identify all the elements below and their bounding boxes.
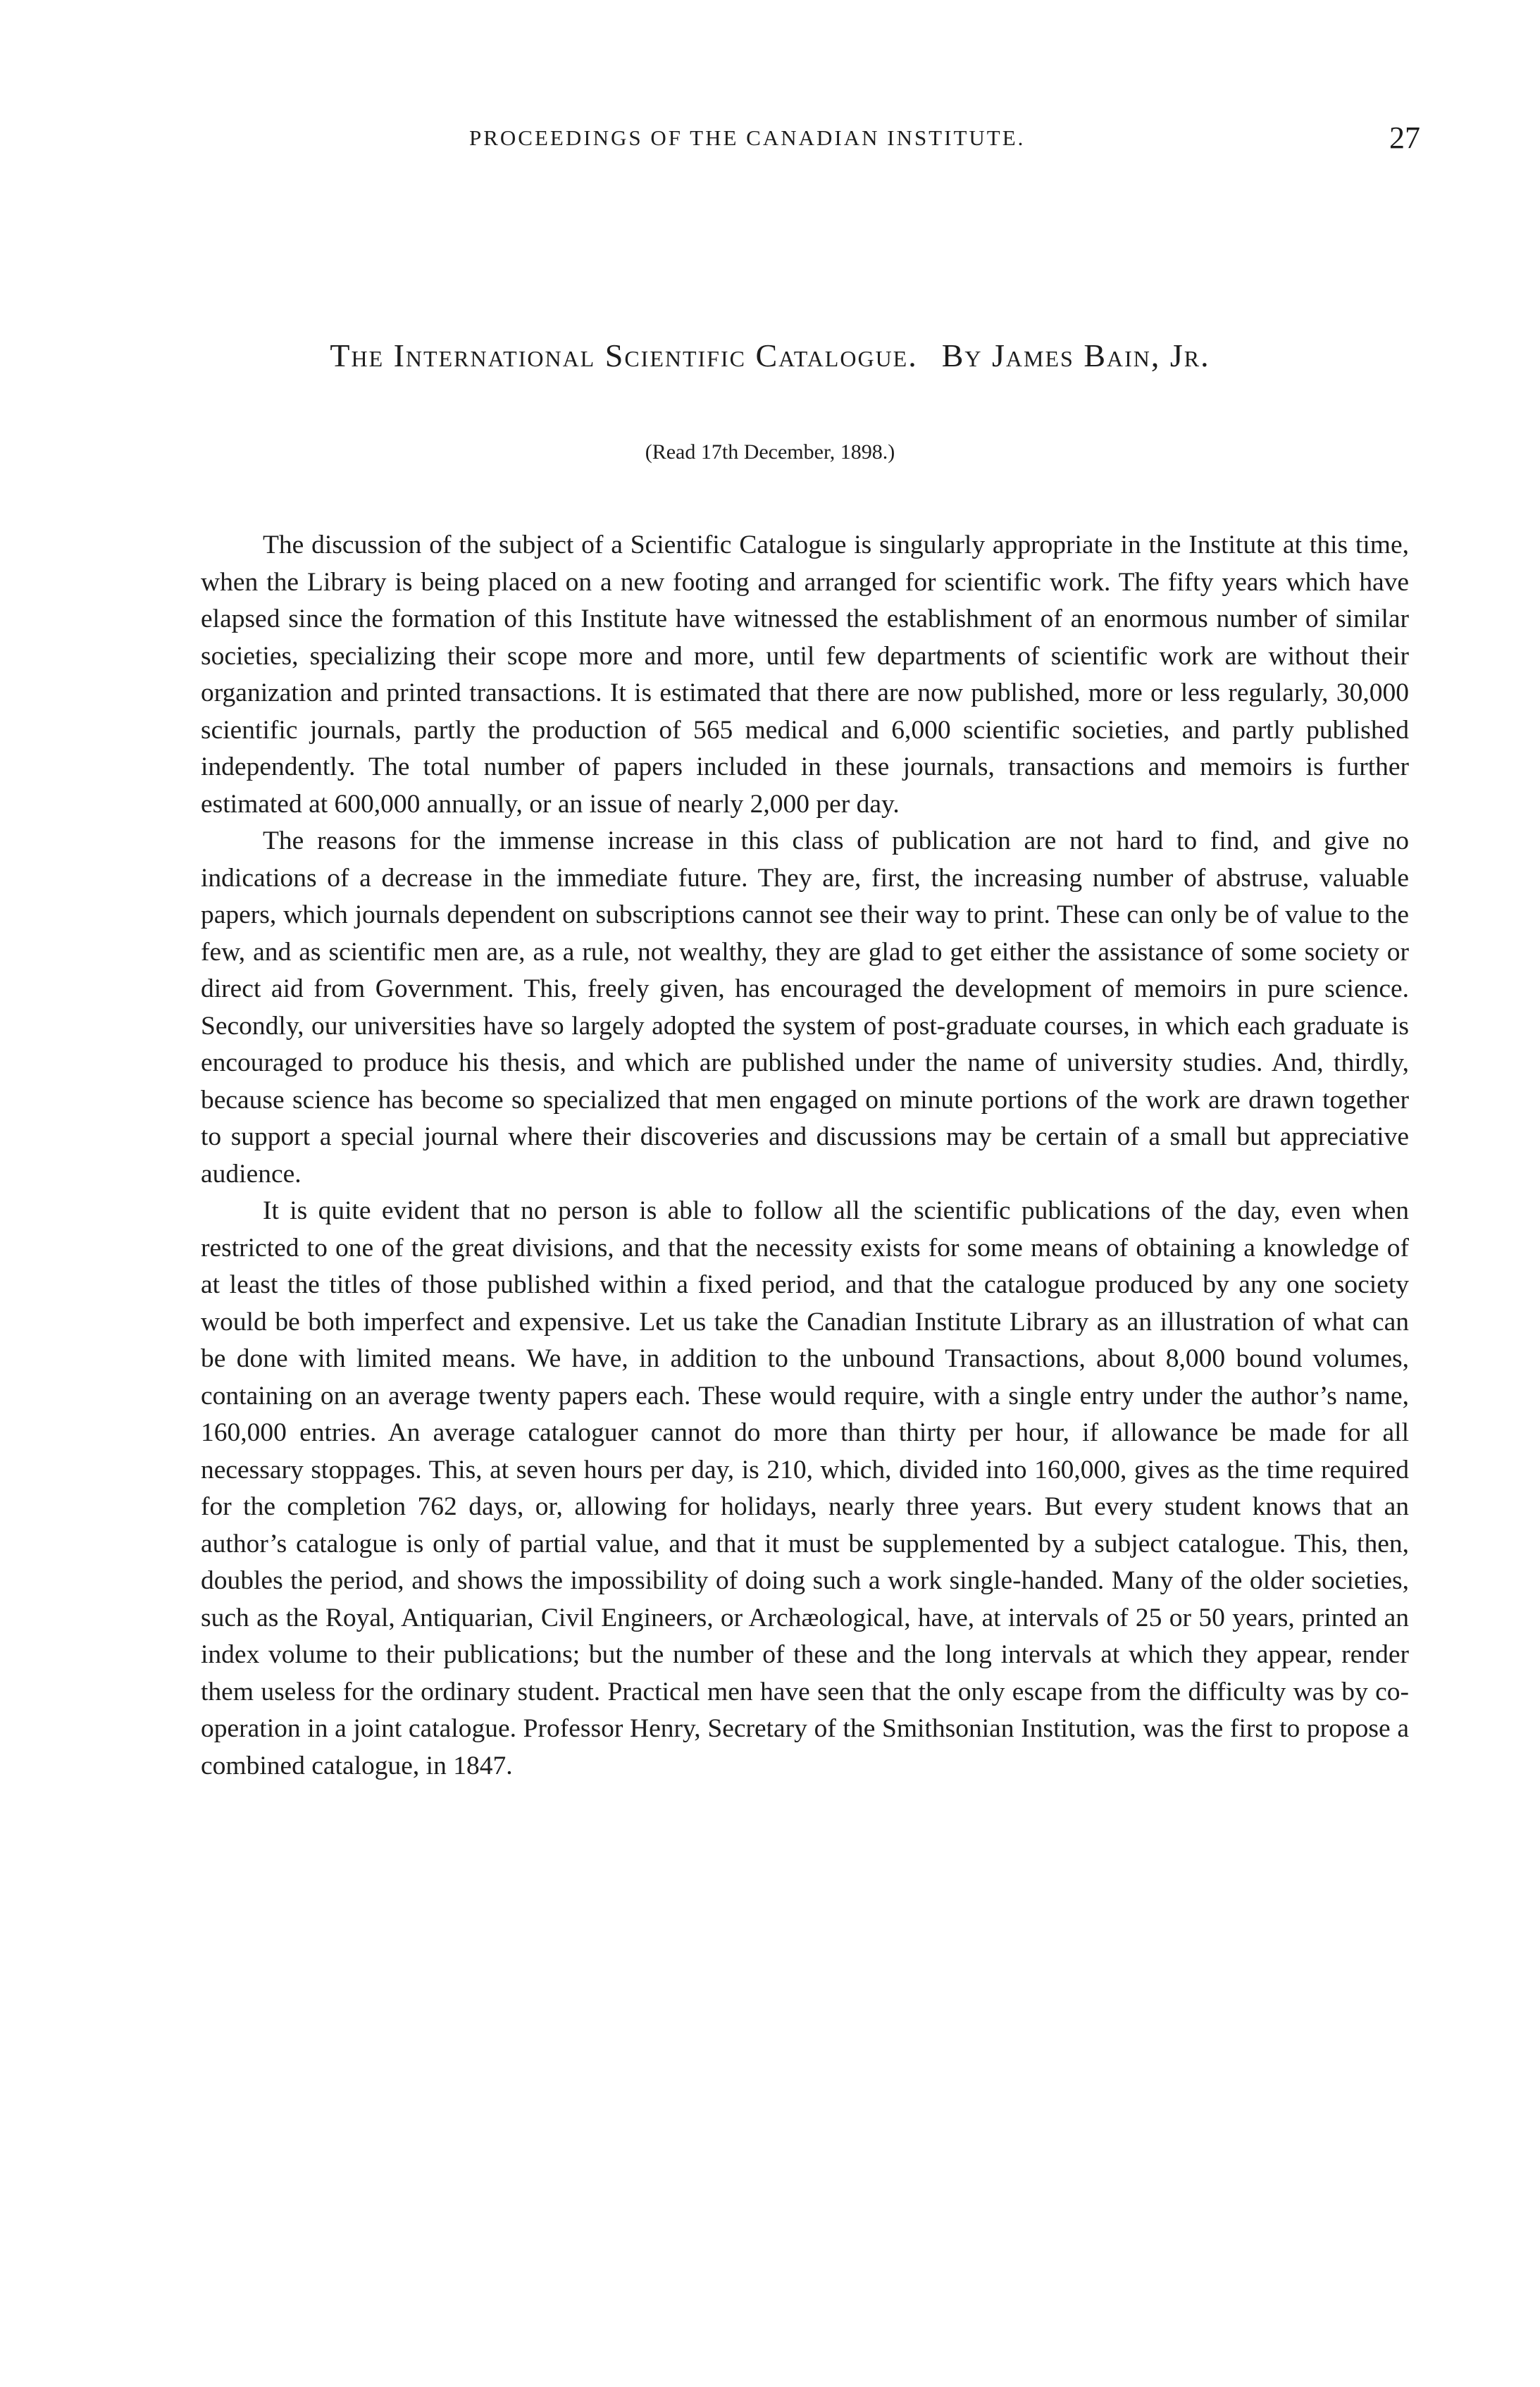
running-head: PROCEEDINGS OF THE CANADIAN INSTITUTE.	[469, 125, 1026, 150]
paragraph: The reasons for the immense increase in this class of publication are not hard to find, and give no indications of a decrease in the immediate future. They are, first, the increasing number of abstruse, valuable papers, which journals dependent on subscriptions cannot see their way to print. These can only be of value to the few, and as scientific men are, as a rule, not wealthy, they are glad to get either the assistance of some society or direct aid from Government. This, freely given, has encouraged the development of memoirs in pure science. Secondly, our universities have so largely adopted the system of post-graduate courses, in which each graduate is encouraged to produce his thesis, and which are published under the name of university studies. And, thirdly, because science has become so specialized that men engaged on minute portions of the work are drawn together to support a special journal where their discoveries and discussions may be certain of a small but appreciative audience.	[201, 826, 1409, 1189]
article-author: By James Bain, Jr.	[941, 337, 1210, 373]
paragraph: The discussion of the subject of a Scientific Catalogue is singularly appropriate in the Institute at this time, when the Library is being placed on a new footing and arranged for scientific work. The fifty years which have elapsed since the formation of this Institute have witnessed the establishment of an enormous number of similar societies, specializing their scope more and more, until few departments of scientific work are without their organization and printed transactions. It is estimated that there are now published, more or less regularly, 30,000 scientific journals, partly the production of 565 medical and 6,000 scientific societies, and partly published independently. The total number of papers included in these journals, transactions and memoirs is further estimated at 600,000 annually, or an issue of nearly 2,000 per day.	[201, 531, 1409, 819]
article-title-text: The International Scientific Catalogue.	[330, 337, 918, 373]
read-date: (Read 17th December, 1898.)	[645, 440, 895, 464]
page-number: 27	[1389, 120, 1420, 155]
article-body	[201, 527, 1409, 1785]
paragraph: It is quite evident that no person is able to follow all the scientific publications of the day, even when restricted to one of the great divisions, and that the necessity exists for some means of obtaining a knowledge of at least the titles of those published within a fixed period, and that the catalogue produced by any one society would be both imperfect and expensive. Let us take the Canadian Institute Library as an illustration of what can be done with limited means. We have, in addition to the unbound Transactions, about 8,000 bound volumes, containing on an average twenty papers each. These would require, with a single entry under the author’s name, 160,000 entries. An average cataloguer cannot do more than thirty per hour, if allowance be made for all necessary stoppages. This, at seven hours per day, is 210, which, divided into 160,000, gives as the time required for the completion 762 days, or, allowing for holidays, nearly three years. But every student knows that an author’s catalogue is only of partial value, and that it must be supplemented by a subject catalogue. This, then, doubles the period, and shows the impossibility of doing such a work single-handed. Many of the older societies, such as the Royal, Antiquarian, Civil Engineers, or Archæological, have, at intervals of 25 or 50 years, printed an index volume to their publications; but the number of these and the long intervals at which they appear, render them useless for the ordinary student. Practical men have seen that the only escape from the difficulty was by co-operation in a joint catalogue. Professor Henry, Secretary of the Smithsonian Institution, was the first to propose a combined catalogue, in 1847.	[201, 1196, 1409, 1780]
article-title	[0, 337, 1540, 374]
